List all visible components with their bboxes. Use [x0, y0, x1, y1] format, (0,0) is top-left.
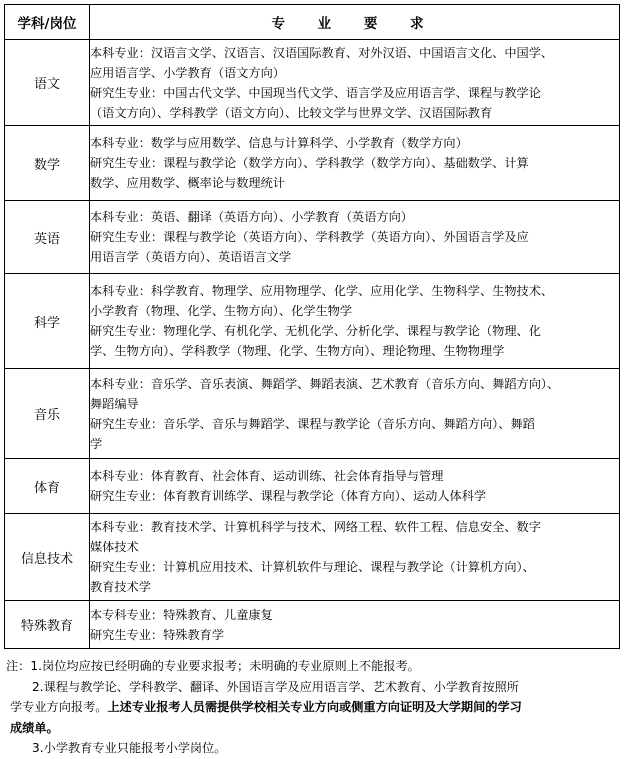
table-row — [5, 459, 620, 514]
subject-cell: 特殊教育 — [5, 601, 90, 649]
table-row — [5, 369, 620, 459]
requirement-line: 本科专业：教育技术学、计算机科学与技术、网络工程、软件工程、信息安全、数字 — [90, 520, 541, 534]
requirement-line: 用语言学（英语方向）、英语语言文学 — [90, 250, 292, 264]
subject-cell: 科学 — [5, 274, 90, 369]
table-row — [5, 514, 620, 601]
header-subject-position: 学科/岗位 — [5, 5, 90, 40]
subject-cell: 体育 — [5, 459, 90, 514]
requirement-line: 研究生专业：计算机应用技术、计算机软件与理论、课程与教学论（计算机方向）、 — [90, 560, 535, 574]
note-2-bold-text: 上述专业报考人员需提供学校相关专业方向或侧重方向证明及大学期间的学习 — [107, 700, 522, 714]
requirements-cell — [90, 601, 620, 649]
major-requirements-table — [4, 4, 620, 649]
requirement-line: 本科专业：科学教育、物理学、应用物理学、化学、应用化学、生物科学、生物技术、 — [90, 284, 554, 298]
requirements-cell — [90, 126, 620, 201]
requirement-line: 本科专业：音乐学、音乐表演、舞蹈学、舞蹈表演、艺术教育（音乐方向、舞蹈方向）、 — [90, 376, 560, 391]
requirement-line: 研究生专业：特殊教育学 — [90, 627, 225, 642]
requirements-cell — [90, 201, 620, 274]
note-2-line-1: 2.课程与教学论、学科教学、翻译、外国语言学及应用语言学、艺术教育、小学教育按照所 — [32, 679, 519, 694]
table-row — [5, 126, 620, 201]
table-row — [5, 40, 620, 126]
requirement-line: 应用语言学、小学教育（语文方向） — [90, 65, 285, 80]
note-2-line-2 — [6, 697, 618, 718]
requirement-line: 本专科专业：特殊教育、儿童康复 — [90, 607, 273, 622]
requirement-line: 研究生专业：课程与教学论（数学方向）、学科教学（数学方向）、基础数学、计算 — [90, 156, 529, 170]
requirements-cell — [90, 40, 620, 126]
requirement-line: 教育技术学 — [90, 580, 151, 594]
table-row — [5, 601, 620, 649]
table-row — [5, 201, 620, 274]
subject-cell: 语文 — [5, 40, 90, 126]
requirements-cell — [90, 369, 620, 459]
requirement-line: 小学教育（物理、化学、生物方向）、化学生物学 — [90, 304, 353, 318]
requirement-line: 研究生专业：音乐学、音乐与舞蹈学、课程与教学论（音乐方向、舞蹈方向）、舞蹈 — [90, 416, 535, 431]
requirement-line: 研究生专业：中国古代文学、中国现当代文学、语言学及应用语言学、课程与教学论 — [90, 85, 541, 100]
subject-cell: 音乐 — [5, 369, 90, 459]
subject-cell: 数学 — [5, 126, 90, 201]
note-2-line-3 — [6, 718, 618, 739]
requirement-line: 研究生专业：体育教育训练学、课程与教学论（体育方向）、运动人体科学 — [90, 489, 487, 503]
requirement-line: 学、生物方向）、学科教学（物理、化学、生物方向）、理论物理、生物物理学 — [90, 344, 505, 358]
requirement-line: 媒体技术 — [90, 540, 139, 554]
requirement-line: 数学、应用数学、概率论与数理统计 — [90, 176, 285, 190]
header-major-requirements: 专 业 要 求 — [90, 5, 620, 40]
note-2-bold-text-end: 成绩单。 — [10, 720, 59, 735]
requirements-cell — [90, 274, 620, 369]
requirement-line: （语文方向）、学科教学（语文方向）、比较文学与世界文学、汉语国际教育 — [90, 105, 493, 120]
requirement-line: 本科专业：汉语言文学、汉语言、汉语国际教育、对外汉语、中国语言文化、中国学、 — [90, 45, 554, 60]
requirement-line: 本科专业：英语、翻译（英语方向）、小学教育（英语方向） — [90, 210, 413, 224]
requirement-line: 研究生专业：物理化学、有机化学、无机化学、分析化学、课程与教学论（物理、化 — [90, 324, 541, 338]
note-2-text: 学专业方向报考。 — [10, 700, 108, 714]
subject-cell: 英语 — [5, 201, 90, 274]
requirement-line: 研究生专业：课程与教学论（英语方向）、学科教学（英语方向）、外国语言学及应 — [90, 230, 529, 244]
subject-cell: 信息技术 — [5, 514, 90, 601]
note-3: 3.小学教育专业只能报考小学岗位。 — [32, 741, 227, 755]
note-1: 注：1.岗位均应按已经明确的专业要求报考；未明确的专业原则上不能报考。 — [6, 659, 420, 673]
requirements-cell — [90, 459, 620, 514]
requirement-line: 本科专业：数学与应用数学、信息与计算科学、小学教育（数学方向） — [90, 136, 468, 150]
requirements-cell — [90, 514, 620, 601]
requirement-line: 学 — [90, 436, 103, 451]
footnotes — [6, 656, 618, 759]
table-row — [5, 274, 620, 369]
requirement-line: 舞蹈编导 — [90, 396, 139, 411]
requirement-line: 本科专业：体育教育、社会体育、运动训练、社会体育指导与管理 — [90, 469, 444, 483]
table-header-row — [5, 5, 620, 40]
